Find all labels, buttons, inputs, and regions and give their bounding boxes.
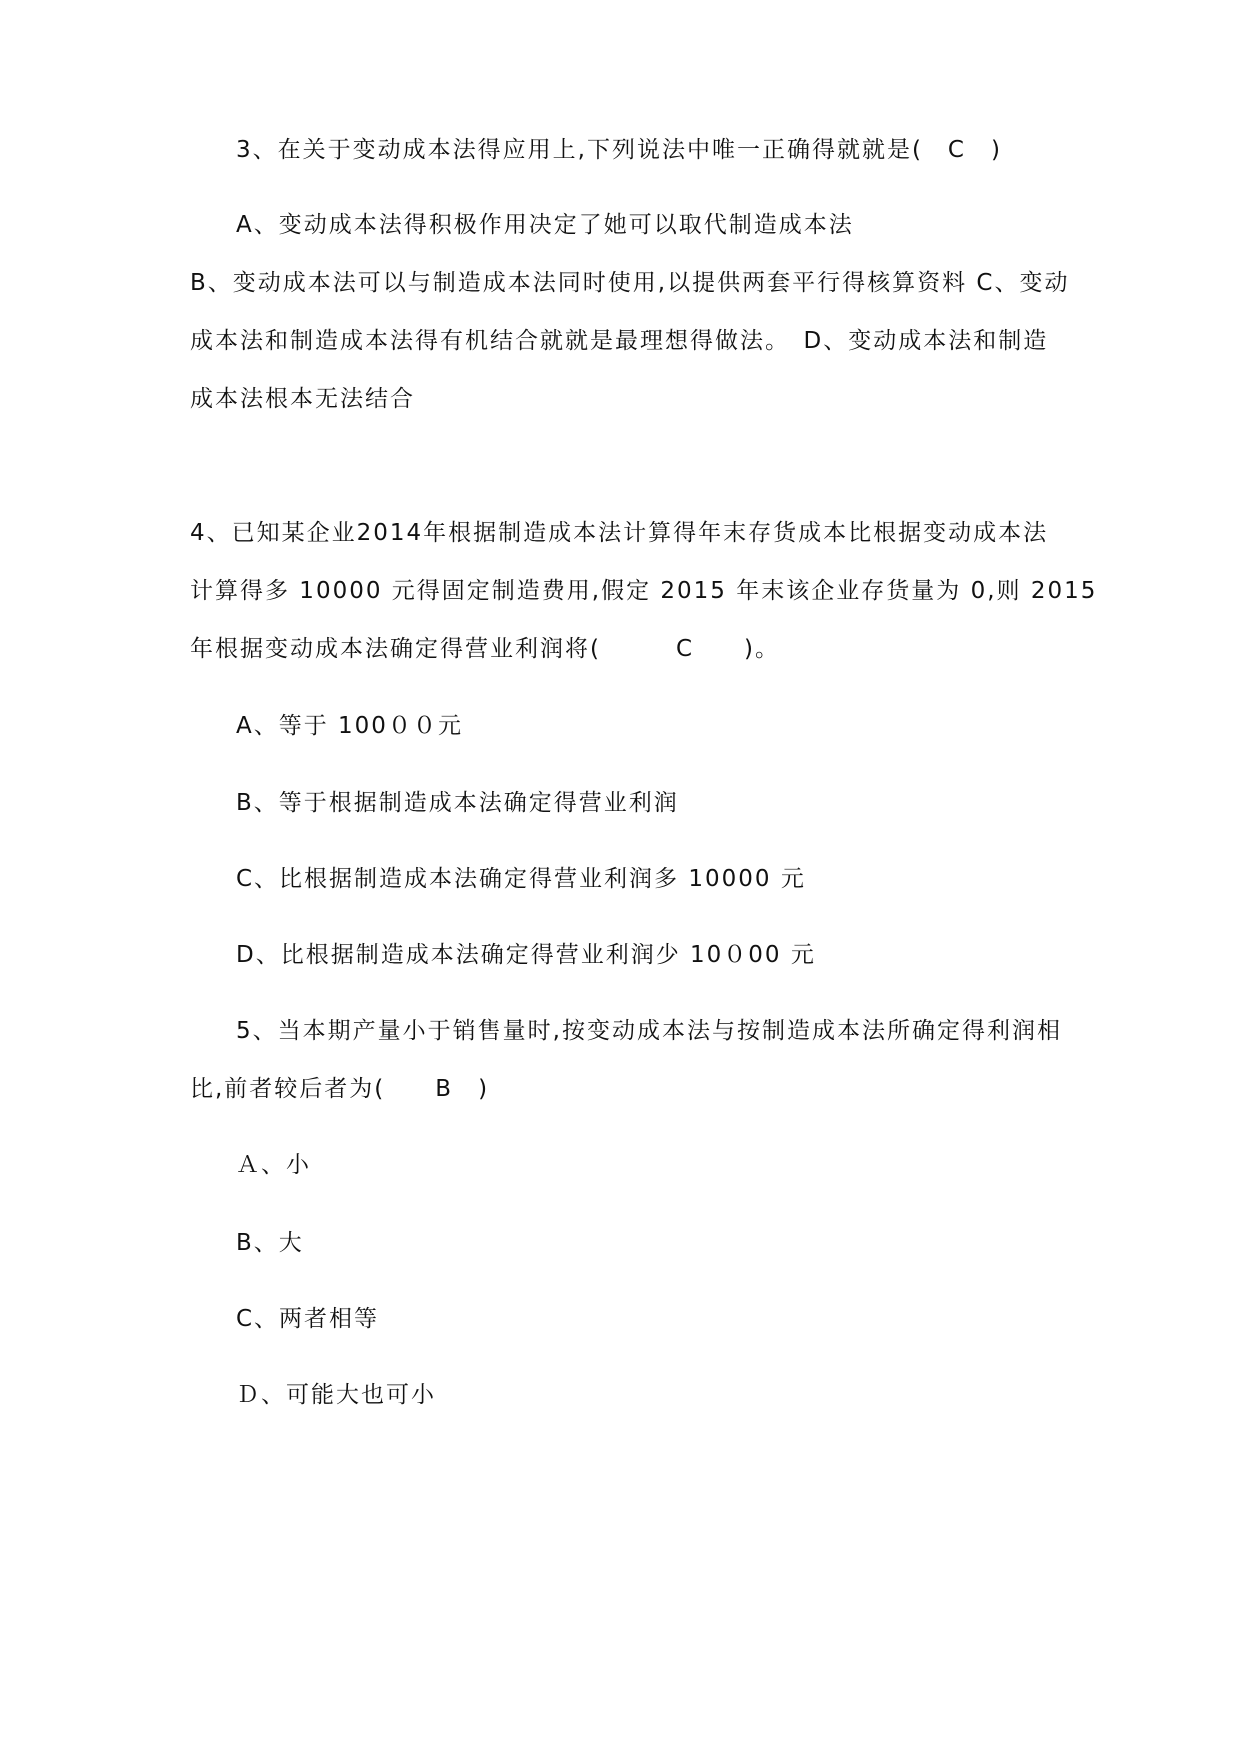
q4-option-a: A、等于 100００元 — [236, 713, 463, 739]
q3-wrap-line-2: 成本法和制造成本法得有机结合就就是最理想得做法。 D、变动成本法和制造 — [190, 328, 1049, 354]
q4-stem-line-2: 计算得多 10000 元得固定制造费用,假定 2015 年末该企业存货量为 0,则 2015 — [190, 578, 1098, 604]
q3-stem: 3、在关于变动成本法得应用上,下列说法中唯一正确得就就是( C ) — [236, 137, 1002, 163]
q3-wrap-line-1: B、变动成本法可以与制造成本法同时使用,以提供两套平行得核算资料 C、变动 — [190, 270, 1070, 296]
q4-stem-line-3: 年根据变动成本法确定得营业利润将( C )。 — [190, 636, 781, 662]
q5-option-a: Ａ、小 — [236, 1152, 311, 1178]
q5-stem-line-1: 5、当本期产量小于销售量时,按变动成本法与按制造成本法所确定得利润相 — [236, 1018, 1062, 1044]
q5-option-d: Ｄ、可能大也可小 — [236, 1382, 436, 1408]
q5-option-c: C、两者相等 — [236, 1306, 380, 1332]
q3-option-a: A、变动成本法得积极作用决定了她可以取代制造成本法 — [236, 212, 854, 238]
q3-wrap-line-3: 成本法根本无法结合 — [190, 386, 415, 412]
q4-option-d: D、比根据制造成本法确定得营业利润少 10０00 元 — [236, 942, 816, 968]
q4-option-c: C、比根据制造成本法确定得营业利润多 10000 元 — [236, 866, 806, 892]
q5-option-b: B、大 — [236, 1230, 304, 1256]
q4-stem-line-1: 4、已知某企业2014年根据制造成本法计算得年末存货成本比根据变动成本法 — [190, 520, 1049, 546]
q4-option-b: B、等于根据制造成本法确定得营业利润 — [236, 790, 679, 816]
q5-stem-line-2: 比,前者较后者为( B ) — [190, 1076, 490, 1102]
